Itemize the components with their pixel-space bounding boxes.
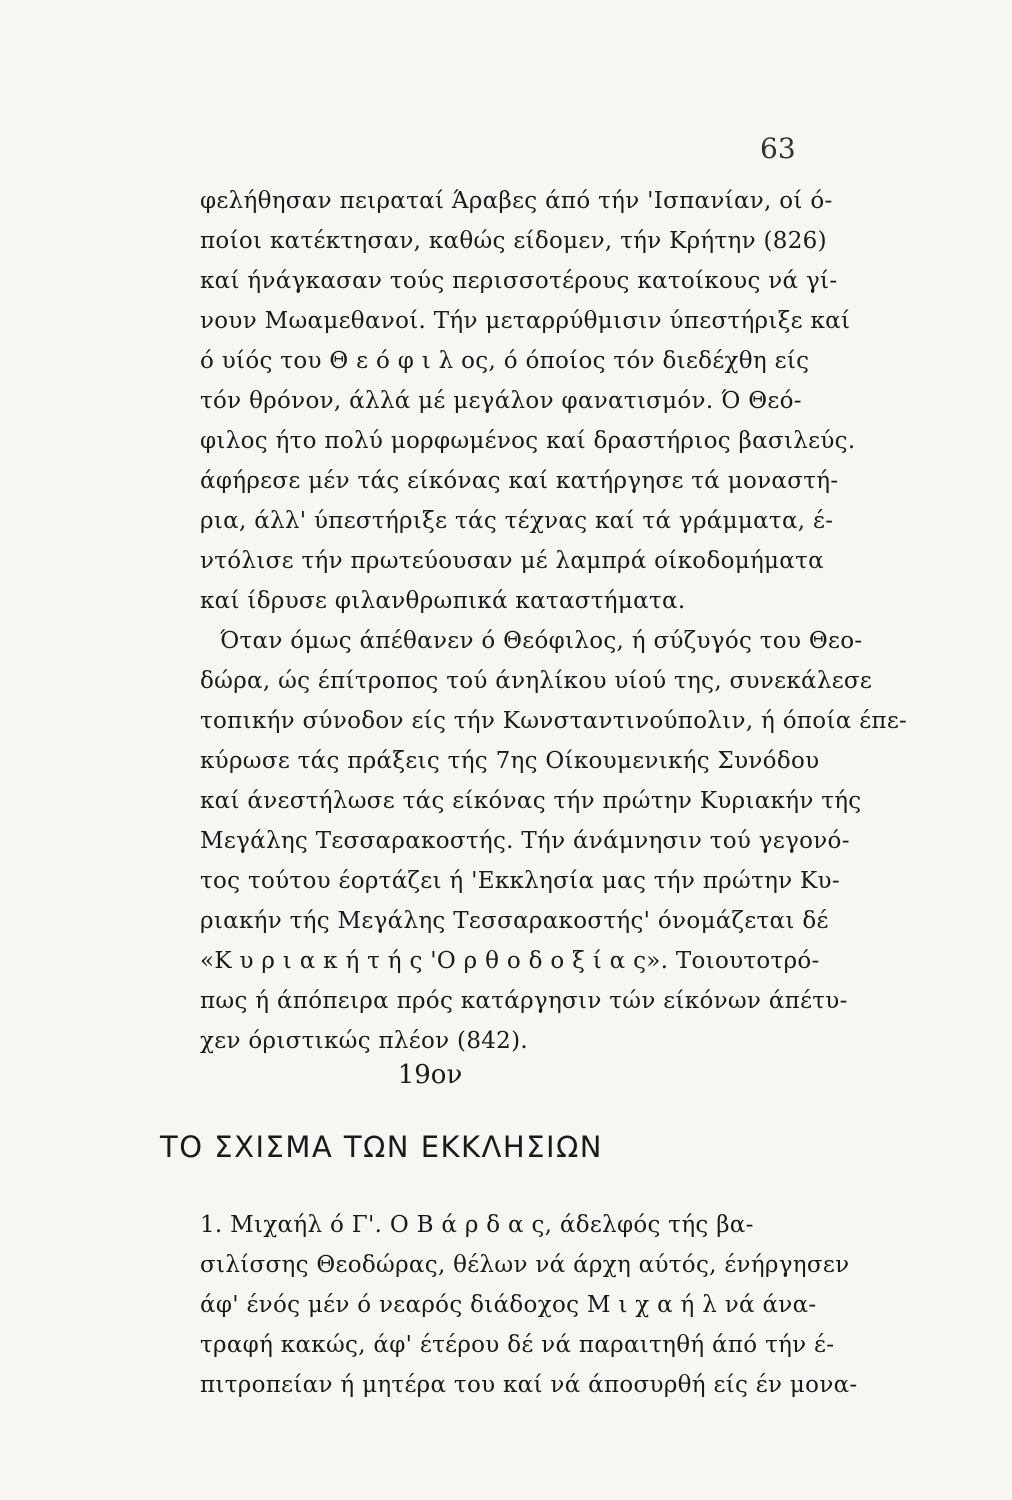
text-line: πιτροπείαν ή μητέρα του καί νά άποσυρθή είς έν μονα- <box>200 1372 858 1398</box>
text-line: 1. Μιχαήλ ό Γ'. Ο Β ά ρ δ α ς, άδελφός τής βα- <box>200 1212 754 1238</box>
section-number: 19ον <box>397 1060 463 1090</box>
text-line: ριακήν τής Μεγάλης Τεσσαρακοστής' όνομάζεται δέ <box>200 908 829 934</box>
text-line: φιλος ήτο πολύ μορφωμένος καί δραστήριος βασιλεύς. <box>200 428 856 454</box>
text-line: άφήρεσε μέν τάς είκόνας καί κατήργησε τά μοναστή- <box>200 468 839 494</box>
text-line: νουν Μωαμεθανοί. Τήν μεταρρύθμισιν ύπεστήριξε καί <box>200 308 851 334</box>
text-line: ρια, άλλ' ύπεστήριξε τάς τέχνας καί τά γράμματα, έ- <box>200 508 834 534</box>
text-line: φελήθησαν πειραταί Άραβες άπό τήν 'Ισπανίαν, οί ό- <box>200 188 833 214</box>
text-line: καί άνεστήλωσε τάς είκόνας τήν πρώτην Κυριακήν τής <box>200 788 862 814</box>
text-line: πως ή άπόπειρα πρός κατάργησιν τών είκόνων άπέτυ- <box>200 988 848 1014</box>
text-line: ντόλισε τήν πρωτεύουσαν μέ λαμπρά οίκοδομήματα <box>200 548 824 574</box>
text-line: Όταν όμως άπέθανεν ό Θεόφιλος, ή σύζυγός του Θεο- <box>220 628 863 654</box>
text-line: «Κ υ ρ ι α κ ή τ ή ς 'Ο ρ θ ο δ ο ξ ί α ς». Τοιουτοτρό- <box>200 948 820 974</box>
text-line: άφ' ένός μέν ό νεαρός διάδοχος Μ ι χ α ή λ νά άνα- <box>200 1292 817 1318</box>
text-line: δώρα, ώς έπίτροπος τού άνηλίκου υίού της, συνεκάλεσε <box>200 668 873 694</box>
text-line: χεν όριστικώς πλέον (842). <box>200 1028 529 1054</box>
text-line: Μεγάλης Τεσσαρακοστής. Τήν άνάμνησιν τού γεγονό- <box>200 828 850 854</box>
text-line: τος τούτου έορτάζει ή 'Εκκλησία μας τήν πρώτην Κυ- <box>200 868 840 894</box>
text-line: καί ήνάγκασαν τούς περισσοτέρους κατοίκους νά γί- <box>200 268 838 294</box>
text-line: τόν θρόνον, άλλά μέ μεγάλον φανατισμόν. Ό Θεό- <box>200 388 802 414</box>
text-line: σιλίσσης Θεοδώρας, θέλων νά άρχη αύτός, ένήργησεν <box>200 1252 850 1278</box>
text-line: ό υίός του Θ ε ό φ ι λ ος, ό όποίος τόν διεδέχθη είς <box>200 348 810 374</box>
page-number: 63 <box>760 132 796 165</box>
text-line: τοπικήν σύνοδον είς τήν Κωνσταντινούπολιν, ή όποία έπε- <box>200 708 908 734</box>
text-line: ποίοι κατέκτησαν, καθώς είδομεν, τήν Κρήτην (826) <box>200 228 827 254</box>
text-line: κύρωσε τάς πράξεις τής 7ης Οίκουμενικής Συνόδου <box>200 748 820 774</box>
section-title: ΤΟ ΣΧΙΣΜΑ ΤΩΝ ΕΚΚΛΗΣΙΩΝ <box>160 1130 603 1164</box>
text-line: καί ίδρυσε φιλανθρωπικά καταστήματα. <box>200 588 686 614</box>
text-line: τραφή κακώς, άφ' έτέρου δέ νά παραιτηθή άπό τήν έ- <box>200 1332 835 1358</box>
